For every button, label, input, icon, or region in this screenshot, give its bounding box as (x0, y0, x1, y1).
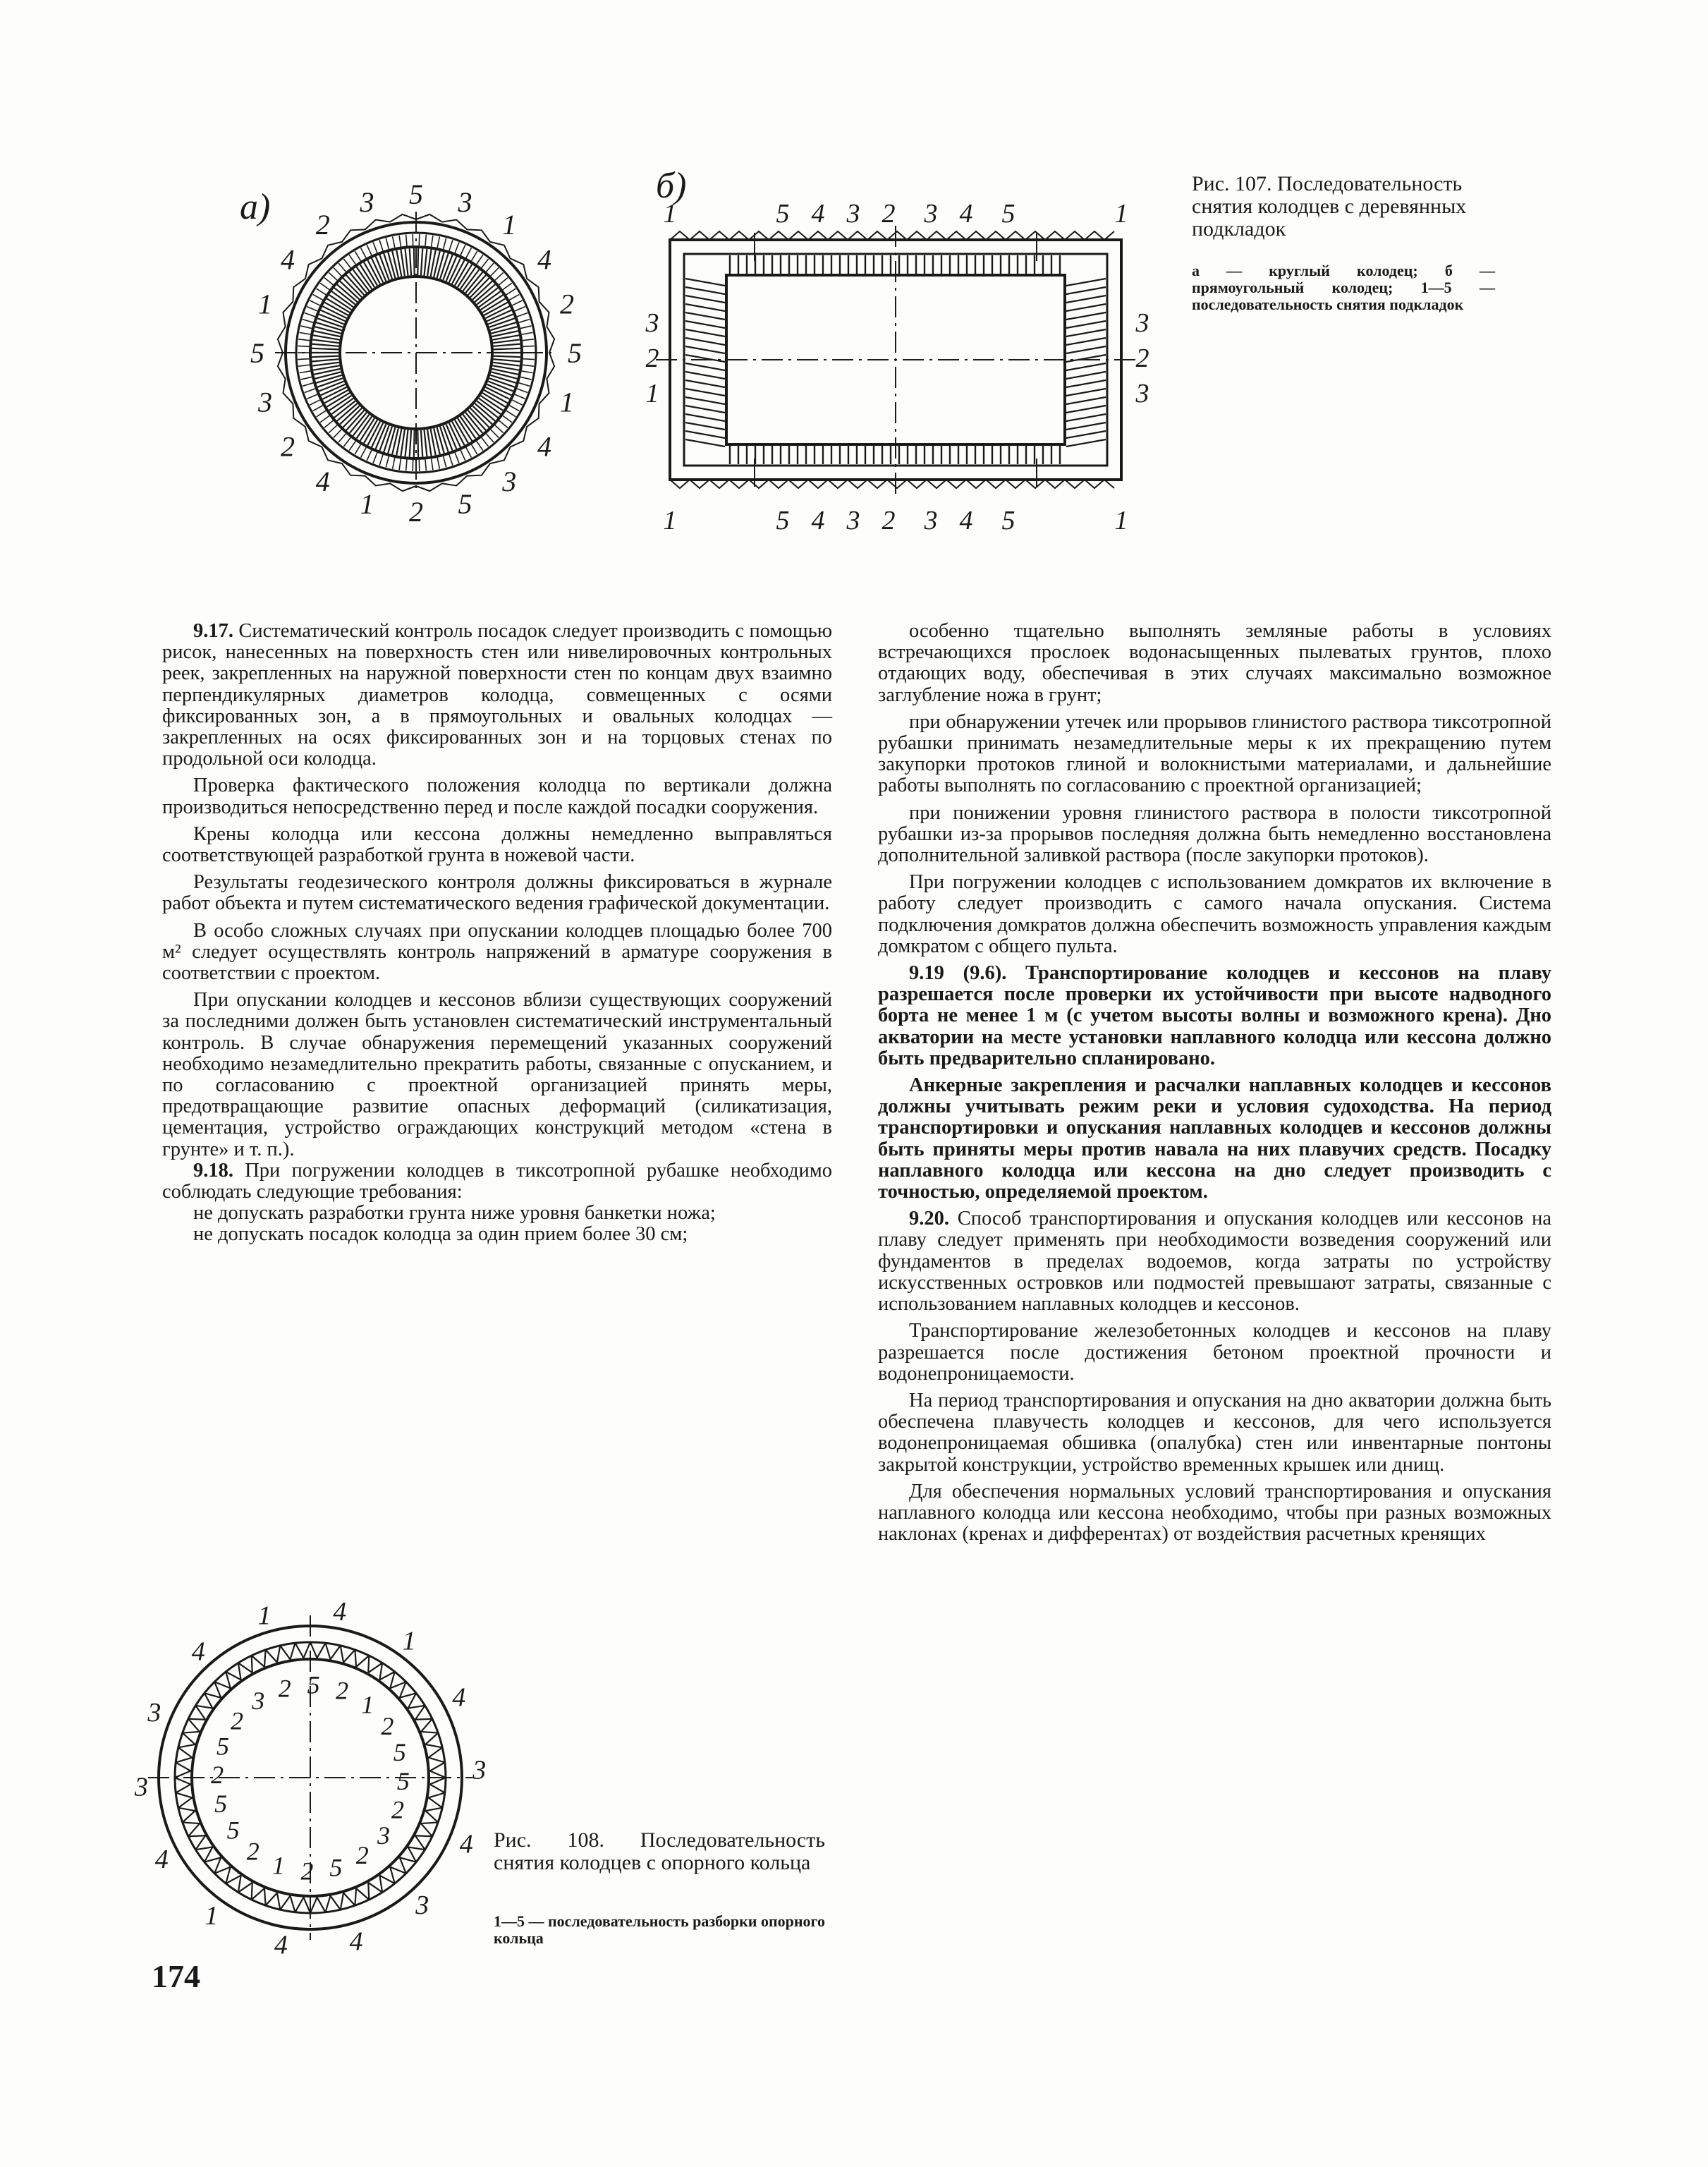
paragraph-text: не допускать разработки грунта ниже уровня банкетки ножа; (193, 1202, 716, 1225)
sequence-number-label: 3 (134, 1772, 148, 1802)
sequence-number-label: 5 (393, 1738, 406, 1767)
sequence-number-label: 2 (278, 1674, 291, 1703)
sequence-number-label: 3 (458, 186, 472, 218)
paragraph-text: Результаты геодезического контроля должны фиксироваться в журнале работ объекта и путем систематического ведения графической документации. (162, 871, 832, 915)
left-paragraph (162, 872, 832, 914)
sequence-number-label: 5 (1001, 199, 1015, 229)
figure-107-title: Рис. 107. Последовательность снятия колодцев с деревянных подкладок (1192, 172, 1467, 241)
sequence-number-label: 5 (776, 199, 790, 229)
paragraph-text: при обнаружении утечек или прорывов глинистого раствора тиксотропной рубашки принимать незамедлительные меры к их прекращению путем закупорки протоков глиной и волокнистыми материалами, и дальнейшие работы выполнять по согласованию с проектной организацией; (878, 710, 1551, 797)
sequence-number-label: 2 (882, 506, 896, 535)
sequence-number-label: 1 (645, 379, 659, 408)
sequence-number-label: 3 (645, 308, 659, 338)
right-paragraph (878, 1208, 1551, 1315)
figure-107-drawing (233, 162, 1178, 557)
left-paragraph (162, 921, 832, 985)
right-text-column (878, 621, 1551, 1545)
right-paragraph (878, 872, 1551, 957)
sequence-number-label: 5 (568, 337, 582, 369)
paragraph-text: Транспортирование колодцев и кессонов на плаву разрешается после проверки их устойчивости при высоте надводного борта не менее 1 м (с учетом высоты волны и возможного крена). Дно акватории на месте установки наплавного колодца или кессона должно быть предварительно спланировано. (878, 962, 1552, 1069)
sequence-number-label: 2 (409, 496, 423, 528)
sequence-number-label: 2 (231, 1706, 243, 1735)
right-paragraph (878, 1481, 1551, 1546)
sequence-number-label: 3 (360, 186, 374, 218)
sequence-number-label: 4 (281, 243, 295, 276)
paragraph-text: не допускать посадок колодца за один прием более 30 см; (193, 1223, 688, 1246)
right-paragraph (878, 712, 1551, 797)
sequence-number-label: 3 (924, 506, 938, 535)
sequence-number-label: 2 (211, 1761, 224, 1789)
sequence-number-label: 3 (377, 1821, 390, 1850)
left-text-column (162, 621, 832, 1246)
panel-a-label: а) (240, 187, 271, 227)
clause-number: 9.18. (193, 1159, 233, 1182)
sequence-number-label: 1 (205, 1901, 219, 1931)
sequence-number-label: 5 (1001, 506, 1015, 535)
sequence-number-label: 2 (281, 430, 295, 463)
left-paragraph (162, 1160, 832, 1203)
sequence-number-label: 3 (924, 199, 938, 229)
sequence-number-label: 2 (1135, 344, 1149, 373)
right-paragraph (878, 1321, 1551, 1385)
figure-108-note: 1—5 — последовательность разборки опорного кольца (494, 1912, 825, 1947)
left-paragraph (162, 990, 832, 1160)
sequence-number-label: 4 (811, 199, 825, 229)
sequence-number-label: 3 (502, 466, 517, 497)
left-paragraph (162, 824, 832, 866)
sequence-number-label: 3 (472, 1755, 487, 1785)
sequence-number-label: 2 (246, 1837, 260, 1866)
sequence-number-label: 3 (1135, 308, 1149, 338)
sequence-number-label: 1 (361, 1690, 374, 1719)
sequence-number-label: 4 (811, 506, 825, 535)
sequence-number-label: 2 (560, 288, 574, 320)
sequence-number-label: 3 (846, 506, 860, 535)
paragraph-text: Систематический контроль посадок следует производить с помощью рисок, нанесенных на поверхность стен или нивелировочных контрольных реек, закрепленных на наружной поверхности стен по концам двух взаимно перпендикулярных диаметров колодца, совмещенных с осями фиксированных зон, а в прямоугольных и овальных колодцах — закрепленных на осях фиксированных зон и на торцовых стенах по продольной оси колодца. (162, 620, 832, 770)
left-paragraph (162, 775, 832, 818)
clause-number: 9.20. (909, 1208, 949, 1230)
figure-107-note: а — круглый колодец; б — прямоугольный колодец; 1—5 — последовательность снятия подкладок (1192, 262, 1495, 313)
left-paragraph (162, 621, 832, 770)
sequence-number-label: 4 (959, 506, 973, 535)
sequence-number-label: 2 (355, 1841, 369, 1869)
paragraph-text: На период транспортирования и опускания на дно акватории должна быть обеспечена плавучесть колодцев и кессонов, для чего используется водонепроницаемая обшивка (опалубка) стен или инвентарные понтоны закрытой конструкции, устройство временных крышек или днищ. (878, 1389, 1551, 1476)
right-paragraph (878, 803, 1551, 867)
sequence-number-label: 2 (882, 199, 896, 229)
sequence-number-label: 5 (216, 1732, 229, 1761)
sequence-number-label: 5 (250, 337, 264, 369)
sequence-number-label: 2 (300, 1857, 314, 1886)
sequence-number-label: 1 (1114, 506, 1128, 535)
right-paragraph (878, 963, 1551, 1069)
sequence-number-label: 4 (459, 1829, 473, 1859)
sequence-number-label: 5 (307, 1670, 320, 1699)
sequence-number-label: 3 (147, 1698, 161, 1728)
round-well-diagram (250, 178, 582, 528)
sequence-number-label: 4 (154, 1845, 169, 1875)
sequence-number-label: 4 (191, 1637, 205, 1667)
sequence-number-label: 5 (396, 1767, 410, 1796)
paragraph-text: В особо сложных случаях при опускании колодцев площадью более 700 м² следует осуществлять контроль напряжений в арматуре сооружения в соответствии с проектом. (162, 919, 832, 985)
paragraph-text: Проверка фактического положения колодца по вертикали должна производиться непосредственно перед и после каждой посадки сооружения. (162, 775, 832, 818)
paragraph-text: Транспортирование железобетонных колодцев и кессонов на плаву разрешается после достижения бетоном проектной прочности и водонепроницаемости. (878, 1320, 1551, 1385)
sequence-number-label: 4 (452, 1682, 466, 1713)
sequence-number-label: 4 (537, 430, 551, 463)
sequence-number-label: 5 (409, 178, 423, 210)
sequence-number-label: 3 (846, 199, 860, 229)
paragraph-text: Анкерные закрепления и расчалки наплавных колодцев и кессонов должны учитывать режим реки и условия судоходства. На период транспортировки и опускания наплавных колодцев и кессонов должны быть приняты меры против навала на них плавучих средств. Посадку наплавного колодца или кессона на дно следует производить с точностью, определяемой проектом. (878, 1074, 1551, 1203)
figure-108-title: Рис. 108. Последовательность снятия колодцев с опорного кольца (494, 1828, 825, 1874)
clause-number: 9.17. (193, 620, 233, 642)
paragraph-text: при понижении уровня глинистого раствора в полости тиксотропной рубашки из-за прорывов последняя должна быть немедленно восстановлена дополнительной заливкой раствора (после закупорки протоков). (878, 801, 1551, 867)
sequence-number-label: 4 (349, 1926, 363, 1957)
right-paragraph (878, 1075, 1551, 1203)
page-number: 174 (152, 1958, 200, 1994)
panel-b-label: б) (656, 166, 687, 206)
sequence-number-label: 2 (391, 1795, 404, 1824)
left-paragraph (162, 1203, 832, 1224)
paragraph-text: При опускании колодцев и кессонов вблизи существующих сооружений за последними должен быть установлен систематический инструментальный контроль. В случае обнаружения перемещений указанных сооружений необходимо незамедлительно прекратить работы, связанные с опусканием, и по согласованию с проектной организацией принять меры, предотвращающие развитие опасных деформаций (силикатизация, цементация, устройство ограждающих конструкций методом «стена в грунте» и т. п.). (162, 989, 832, 1160)
sequence-number-label: 1 (560, 386, 574, 418)
sequence-number-label: 4 (537, 243, 551, 276)
left-paragraph (162, 1224, 832, 1245)
sequence-number-label: 4 (333, 1601, 347, 1627)
paragraph-text: При погружении колодцев в тиксотропной рубашке необходимо соблюдать следующие требования: (162, 1159, 832, 1203)
sequence-number-label: 1 (1114, 199, 1128, 229)
sequence-number-label: 3 (252, 1687, 265, 1716)
sequence-number-label: 4 (315, 466, 330, 497)
sequence-number-label: 1 (663, 506, 677, 535)
paragraph-text: Для обеспечения нормальных условий транспортирования и опускания наплавного колодца или кессона необходимо, чтобы при разных возможных наклонах (кренах и дифферентах) от воздействия расчетных кренящих (878, 1480, 1551, 1546)
sequence-number-label: 1 (402, 1626, 416, 1656)
paragraph-text: особенно тщательно выполнять земляные работы в условиях встречающихся прослоек водонасыщенных пылеватых грунтов, плохо отдающих воду, обеспечивая в этих случаях максимально возможное заглубление ножа в грунт; (878, 620, 1551, 706)
paragraph-text: При погружении колодцев с использованием домкратов их включение в работу следует производить с самого начала опускания. Система подключения домкратов должна обеспечить возможность управления каждым домкратом с общего пульта. (878, 871, 1551, 957)
sequence-number-label: 1 (272, 1851, 285, 1880)
sequence-number-label: 4 (274, 1930, 288, 1960)
sequence-number-label: 2 (336, 1676, 349, 1705)
figure-108-drawing (134, 1601, 487, 1968)
sequence-number-label: 5 (776, 506, 790, 535)
paragraph-text: Способ транспортирования и опускания колодцев или кессонов на плаву следует применять при необходимости возведения сооружений или фундаментов в пределах водоемов, когда затраты по устройству искусственных островков или подмостей превышают затраты, связанные с использованием наплавных колодцев и кессонов. (878, 1208, 1551, 1316)
sequence-number-label: 5 (329, 1853, 343, 1882)
sequence-number-label: 1 (258, 288, 272, 320)
sequence-number-label: 3 (258, 386, 272, 418)
sequence-number-label: 5 (226, 1816, 240, 1845)
sequence-number-label: 2 (381, 1711, 394, 1740)
sequence-number-label: 2 (645, 344, 659, 373)
sequence-number-label: 1 (360, 488, 374, 520)
paragraph-text: Крены колодца или кессона должны немедленно выправляться соответствующей разработкой грунта в ножевой части. (162, 823, 832, 867)
sequence-number-label: 3 (415, 1890, 429, 1921)
sequence-number-label: 1 (257, 1601, 272, 1631)
rectangular-well-diagram (645, 199, 1149, 535)
sequence-number-label: 5 (214, 1790, 228, 1818)
sequence-number-label: 1 (502, 209, 517, 241)
right-paragraph (878, 1390, 1551, 1476)
sequence-number-label: 3 (1135, 379, 1149, 408)
sequence-number-label: 4 (959, 199, 973, 229)
sequence-number-label: 5 (458, 488, 472, 520)
sequence-number-label: 1 (663, 199, 677, 229)
clause-number: 9.19 (9.6). (909, 962, 1007, 985)
sequence-number-label: 2 (315, 209, 330, 241)
right-paragraph (878, 621, 1551, 706)
